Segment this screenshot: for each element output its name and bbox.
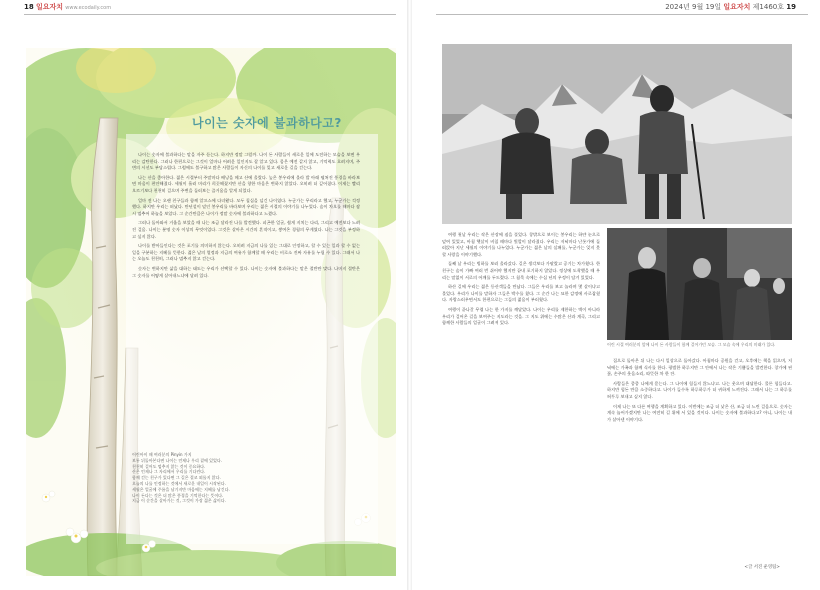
issue-number: 제1460호 <box>752 3 785 11</box>
right-publication-name: 일요자치 <box>723 3 751 11</box>
quote-line: 산은 언제나 그 자리에서 우리를 기다린다. <box>132 469 206 475</box>
right-page <box>412 0 820 590</box>
body-paragraph: 하산 길에 우리는 젊은 등산객들을 만났다. 그들은 우리를 보고 놀라며 몇 살이냐고 물었다. 우리가 나이를 말하자 그들은 박수를 쳤다. 그 순간 나는 묘한 감정에 사로잡혔다. 자랑스러우면서도 한편으로는 그들의 젊음이 부러웠다. <box>442 284 600 303</box>
body-paragraph: 집으로 돌아온 뒤 나는 다시 일상으로 돌아갔다. 아침마다 공원을 걷고, 오후에는 책을 읽으며, 저녁에는 가족과 함께 식사를 한다. 평범한 하루지만 그 안에서 나는 작은 기쁨들을 발견한다. 창가에 핀 꽃, 손주의 웃음소리, 따뜻한 차 한 잔. <box>607 358 792 377</box>
left-article-body <box>132 152 360 446</box>
quote-line: 어린아이 때 여러분의 Pinyin 가지 <box>132 452 192 457</box>
elderly-hikers-photo <box>607 228 792 340</box>
body-paragraph: 나는 산을 좋아한다. 젊은 시절부터 주말마다 배낭을 메고 산에 올랐다. 높은 봉우리에 올라 발 아래 펼쳐진 풍경을 바라보면 마음이 편안해졌다. 세월이 흘러 머리가 희끗해졌지만 산을 향한 마음은 변하지 않았다. 오히려 더 깊어졌다. 이제는 빨리 오르기보다 천천히 걸으며 주변을 둘러보는 즐거움을 알게 되었다. <box>132 174 360 193</box>
right-page-number: 19 <box>786 3 796 11</box>
header-rule <box>436 14 808 15</box>
quote-line: 나이 든다는 것은 더 많은 풍경을 기억한다는 뜻이다. <box>132 492 224 498</box>
quote-list <box>132 452 360 570</box>
left-page <box>0 0 408 590</box>
quote-line: 오늘의 나를 인정하는 것에서 새로운 내일이 시작된다. <box>132 480 226 486</box>
quote-line: 지금 이 순간을 살아가는 것, 그것이 가장 젊은 삶이다. <box>132 498 226 504</box>
body-paragraph: 사람들은 종종 나에게 묻는다. 그 나이에 힘들지 않느냐고. 나는 웃으며 대답한다. 물론 힘들다고. 하지만 힘든 만큼 소중하다고. 나이가 들수록 하루하루가 더 귀하게 느껴진다. 그래서 나는 그 하루를 허투루 보내고 싶지 않다. <box>607 380 792 399</box>
quote-line: 세월은 얼굴에 주름을 남기지만 마음에는 지혜를 남긴다. <box>132 486 230 492</box>
body-paragraph: 나이를 받아들인다는 것은 포기를 의미하지 않는다. 오히려 지금의 나를 있는 그대로 인정하고, 할 수 있는 일과 할 수 없는 일을 구분하는 지혜를 뜻한다. 젊은 날의 열정과 지금의 여유가 함께할 때 우리는 비로소 진짜 자유를 누릴 수 있다. 그래서 나는 오늘도 천천히, 그러나 멈추지 않고 걷는다. <box>132 243 360 262</box>
mountaineers-photo <box>442 44 792 224</box>
left-publication-name: 일요자치 <box>35 3 64 11</box>
body-paragraph: 여행이 끝나갈 무렵 나는 한 가지를 깨달았다. 나이는 우리를 제한하는 벽이 아니라 우리가 걸어온 길을 보여주는 지도라는 것을. 그 지도 위에는 수많은 산과 계곡, 그리고 함께한 사람들의 얼굴이 그려져 있다. <box>442 306 600 326</box>
quote-line: 함께 걷는 친구가 있다면 그 길은 결코 외롭지 않다. <box>132 475 221 481</box>
body-paragraph: 그러나 돌아와서 거울을 보았을 때 나는 조금 달라진 나를 발견했다. 피곤한 얼굴, 쉽게 지치는 다리, 그리고 예전보다 느려진 걸음. 나이는 분명 숫자 이상의 무엇이었다. 그것은 살아온 시간의 흔적이고, 쌓여온 경험의 무게였다. 나는 그것을 부정하고 싶지 않다. <box>132 220 360 239</box>
issue-date: 2024년 9월 19일 <box>665 3 722 11</box>
right-article-column-a <box>442 232 600 570</box>
body-paragraph: 이제 나는 또 다른 여행을 계획하고 있다. 이번에는 조금 더 낮은 산, 조금 더 느린 걸음으로. 숫자는 계속 늘어가겠지만 나는 여전히 길 위에 서 있을 것이다. 나이는 숫자에 불과하다고? 아니, 나이는 내가 살아낸 이야기다. <box>607 403 792 422</box>
article-byline: <글 서진 운영팀> <box>744 565 780 570</box>
left-publication-url: www.ecodaily.com <box>65 5 112 11</box>
body-paragraph: 나이는 숫자에 불과하다는 말을 자주 듣는다. 하지만 정말 그럴까. 나이 든 사람들이 새로운 일에 도전하는 모습을 보면 우리는 감탄한다. 그러나 한편으로는 그것이 얼마나 어려운 일인지도 잘 알고 있다. 몸은 예전 같지 않고, 기억력도 흐려지며, 주변의 시선도 부담스럽다. 그럼에도 불구하고 많은 사람들이 자신의 나이를 잊고 새로운 길을 걷는다. <box>132 152 360 171</box>
body-paragraph: 숫자는 변하지만 삶을 대하는 태도는 우리가 선택할 수 있다. 나이는 숫자에 불과하다는 말은 절반만 맞다. 나머지 절반은 그 숫자를 어떻게 살아내느냐에 달려 있다. <box>132 265 360 278</box>
article-title: 나이는 숫자에 불과하다고? <box>192 116 342 130</box>
quote-line: 보통 뒤돌아본다면 나이는 언제나 우리 곁에 있었다. <box>132 457 223 463</box>
left-page-header <box>24 0 111 14</box>
photo-caption: 어린 시절 여러분의 앞에 나이 든 사람들이 함께 걸어가던 모습. 그 모습 속에 우리의 미래가 있다. <box>607 342 776 347</box>
body-paragraph: 둘째 날 우리는 빙하를 보러 올라갔다. 길은 생각보다 가팔랐고 공기는 차가웠다. 한 친구는 숨이 가빠 여러 번 쉬어야 했지만 끝내 포기하지 않았다. 정상에 도착했을 때 우리는 말없이 서로의 어깨를 두드렸다. 그 침묵 속에는 수십 년의 우정이 담겨 있었다. <box>442 261 600 280</box>
body-paragraph: 여행 첫날 우리는 작은 산장에 짐을 풀었다. 창밖으로 보이는 봉우리는 하얀 눈으로 덮여 있었고, 아침 햇살이 비칠 때마다 빛깔이 달라졌다. 우리는 저녁마다 난롯가에 둘러앉아 지난 세월의 이야기를 나누었다. 누군가는 젊은 날의 실패를, 누군가는 잊지 못할 사랑을 이야기했다. <box>442 232 600 257</box>
header-rule <box>24 14 396 15</box>
quote-line: 천천히 걸어도 멈추지 않는 것이 중요하다. <box>132 463 206 469</box>
left-page-number: 18 <box>24 3 34 11</box>
right-page-header <box>665 0 796 14</box>
body-paragraph: 얼마 전 나는 오랜 친구들과 함께 알프스에 다녀왔다. 모두 칠십을 넘긴 나이였다. 누군가는 무리라고 했고, 누군가는 걱정했다. 하지만 우리는 떠났다. 만년설이 덮인 봉우리를 바라보며 우리는 젊은 시절의 이야기를 나누었다. 숨이 차오를 때마다 잠시 멈추어 하늘을 보았다. 그 순간만큼은 나이가 정말 숫자에 불과하다고 느꼈다. <box>132 197 360 216</box>
right-article-column-b <box>607 358 792 562</box>
